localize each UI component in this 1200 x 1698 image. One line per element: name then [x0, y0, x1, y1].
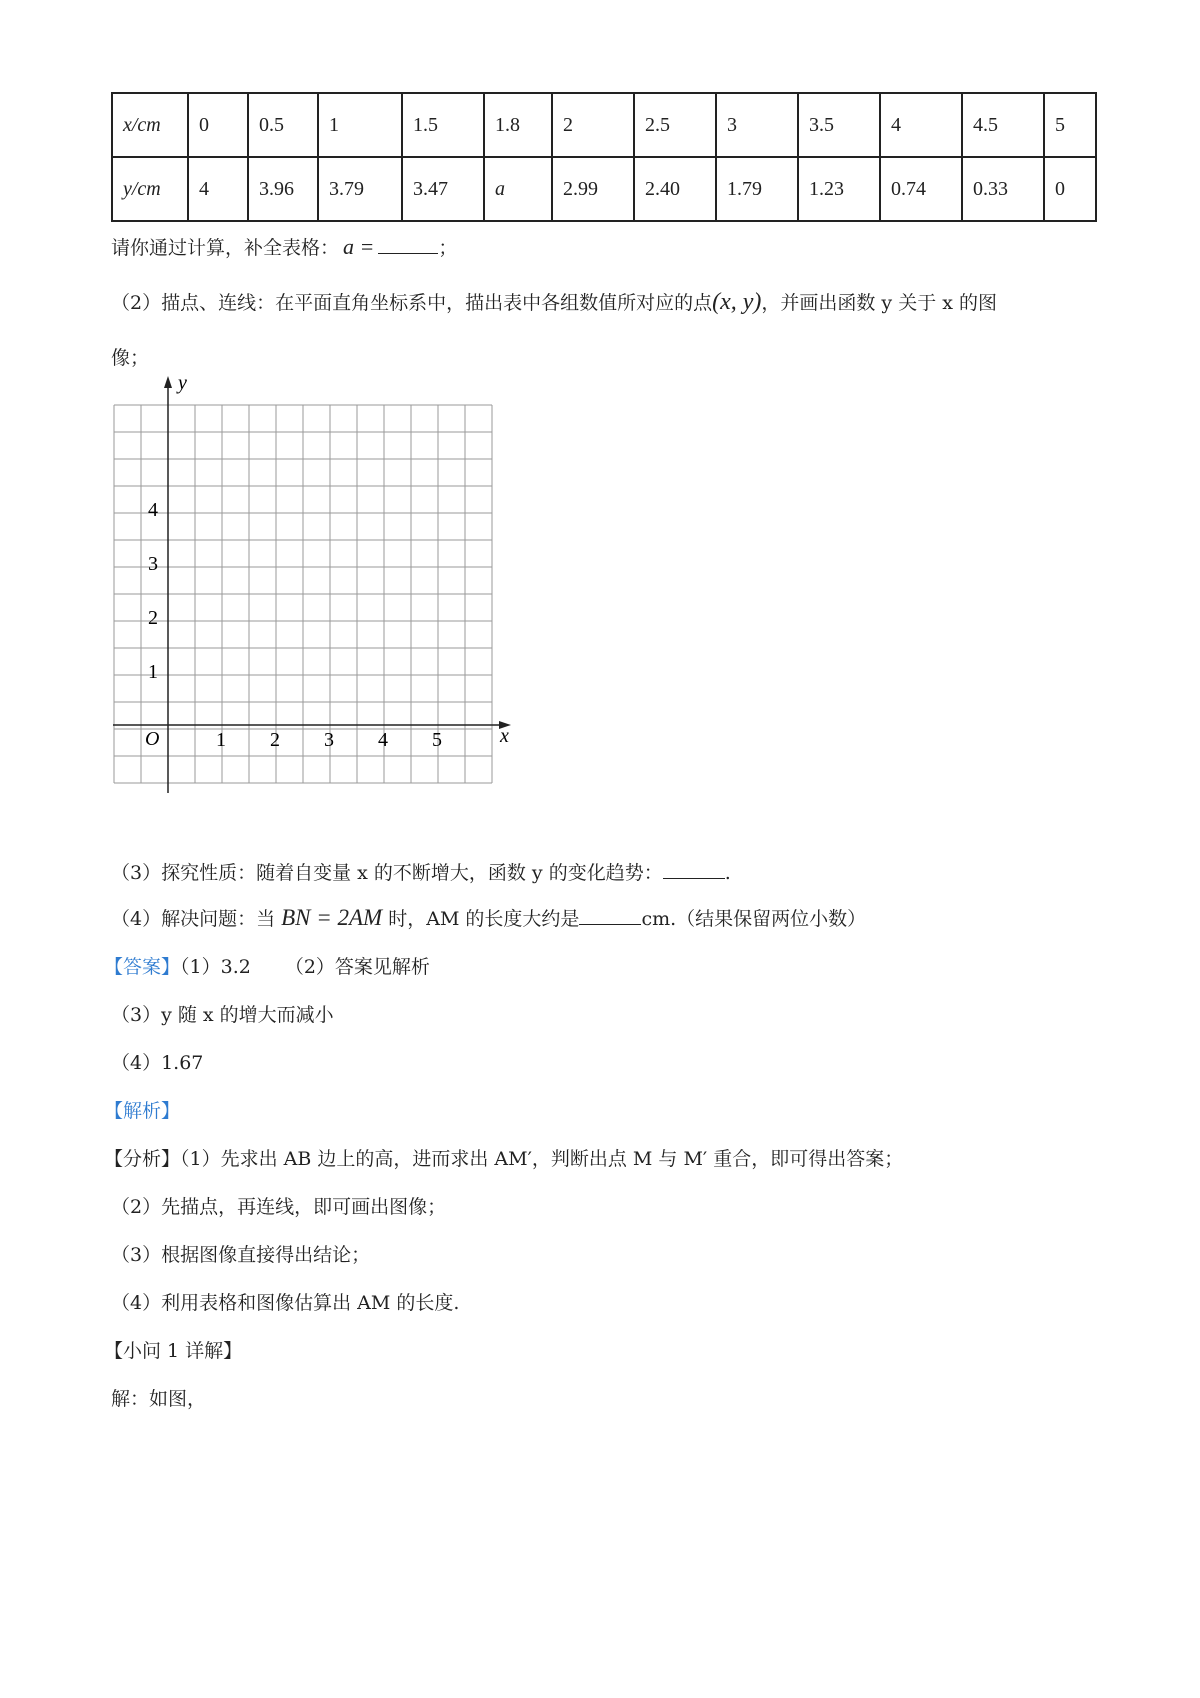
answer-4: （4）1.67	[111, 1052, 204, 1074]
y-axis-arrow	[164, 376, 172, 388]
q4-text-c: cm.（结果保留两位小数）	[641, 908, 867, 930]
x-tick-label: 2	[270, 729, 280, 751]
table-cell: 1	[318, 93, 402, 157]
grid-lines	[114, 405, 492, 783]
table-cell: 1.8	[484, 93, 552, 157]
solution-start: 解：如图，	[111, 1388, 207, 1410]
table-cell: 0.33	[962, 157, 1044, 221]
y-tick-label: 1	[148, 661, 158, 683]
table-cell: 4	[188, 157, 248, 221]
answer-2: （2）答案见解析	[284, 956, 430, 978]
answer-heading: 【答案】	[104, 956, 181, 978]
x-tick-label: 4	[378, 729, 388, 751]
fill-table-var: a =	[343, 234, 375, 259]
answer-3: （3）y 随 x 的增大而减小	[111, 1004, 334, 1026]
table-cell: 0.5	[248, 93, 318, 157]
table-cell: 2.99	[552, 157, 634, 221]
q4-formula: BN = 2AM	[281, 905, 383, 930]
table-cell: 1.79	[716, 157, 798, 221]
y-tick-label: 3	[148, 553, 158, 575]
y-tick-label: 4	[148, 499, 158, 521]
data-table	[111, 92, 1097, 222]
table-cell: 5	[1044, 93, 1096, 157]
table-row-x	[112, 93, 1096, 157]
detail-heading: 【小问 1 详解】	[104, 1340, 243, 1362]
table-cell: 0	[188, 93, 248, 157]
fill-table-prompt	[111, 233, 457, 260]
table-cell: 0	[1044, 157, 1096, 221]
table-cell: 2	[552, 93, 634, 157]
question-2-line1	[111, 288, 997, 316]
q3-text: （3）探究性质：随着自变量 x 的不断增大，函数 y 的变化趋势：	[111, 862, 663, 884]
fill-table-text: 请你通过计算，补全表格：	[111, 237, 340, 259]
table-cell: 4.5	[962, 93, 1044, 157]
table-cell: 3.96	[248, 157, 318, 221]
table-cell: 1.23	[798, 157, 880, 221]
table-cell: 3.47	[402, 157, 484, 221]
q4-text-b: 时，AM 的长度大约是	[388, 908, 580, 930]
y-tick-label: 2	[148, 607, 158, 629]
table-cell: 3	[716, 93, 798, 157]
analysis-heading: 【解析】	[104, 1100, 181, 1122]
q2-text-b: ，并画出函数 y 关于 x 的图	[761, 292, 997, 314]
table-row-y	[112, 157, 1096, 221]
question-2-line2: 像；	[111, 347, 150, 369]
x-axis-label: x	[500, 725, 509, 747]
analysis-2: （2）先描点，再连线，即可画出图像；	[111, 1196, 447, 1218]
question-3	[111, 858, 731, 885]
x-tick-label: 1	[216, 729, 226, 751]
table-cell: 0.74	[880, 157, 962, 221]
table-cell: 1.5	[402, 93, 484, 157]
answer-blank-q3	[663, 860, 725, 879]
analysis-1: 【分析】（1）先求出 AB 边上的高，进而求出 AM′，判断出点 M 与 M′ 重合，即可得出答案；	[104, 1148, 904, 1170]
table-cell: 2.40	[634, 157, 716, 221]
coordinate-grid	[108, 370, 528, 800]
row-header-y: y/cm	[112, 157, 188, 221]
q2-text-a: （2）描点、连线：在平面直角坐标系中，描出表中各组数值所对应的点	[111, 292, 713, 314]
table-cell: 3.79	[318, 157, 402, 221]
x-tick-label: 3	[324, 729, 334, 751]
q4-text-a: （4）解决问题：当	[111, 908, 276, 930]
table-cell: 3.5	[798, 93, 880, 157]
answer-line-1	[104, 952, 430, 979]
analysis-3: （3）根据图像直接得出结论；	[111, 1244, 371, 1266]
analysis-4: （4）利用表格和图像估算出 AM 的长度.	[111, 1292, 460, 1314]
x-tick-label: 5	[432, 729, 442, 751]
row-header-x: x/cm	[112, 93, 188, 157]
answer-blank-q4	[579, 906, 641, 925]
y-axis-label: y	[178, 372, 187, 394]
origin-label: O	[145, 728, 160, 750]
answer-1: （1）3.2	[180, 956, 251, 978]
fill-table-end: ；	[438, 237, 458, 259]
table-cell: 2.5	[634, 93, 716, 157]
answer-blank-a	[378, 235, 438, 254]
table-cell: 4	[880, 93, 962, 157]
question-4	[111, 904, 866, 931]
q2-point: (x, y)	[712, 289, 762, 315]
table-cell: a	[484, 157, 552, 221]
q3-end: .	[724, 862, 731, 884]
